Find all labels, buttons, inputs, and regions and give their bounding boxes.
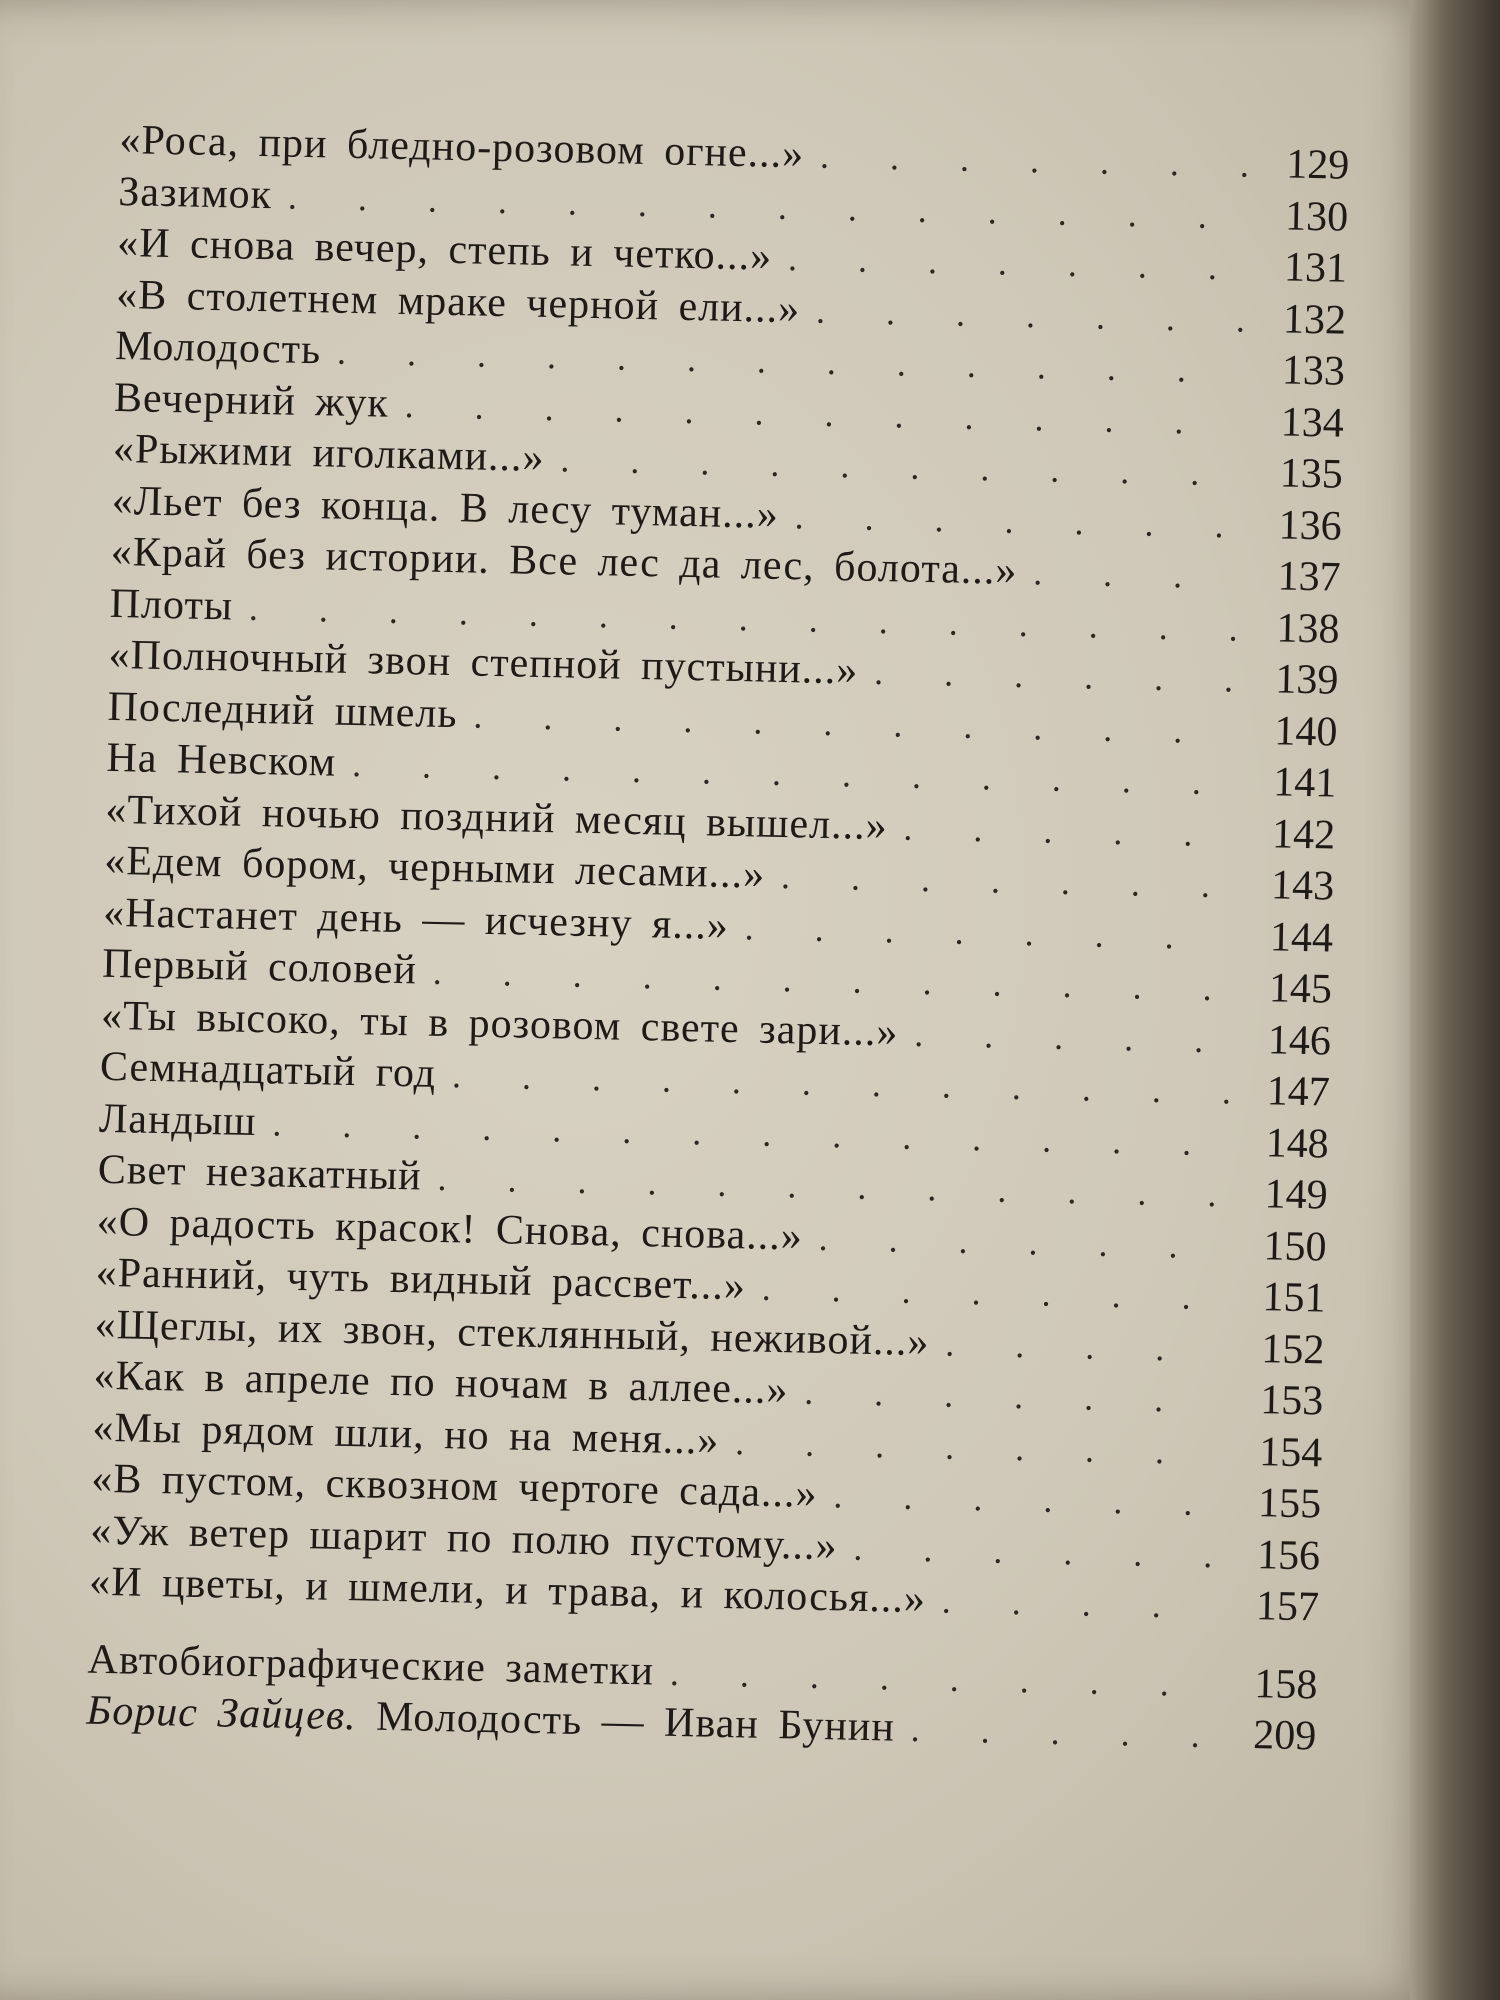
- dot-leader: [914, 1008, 1234, 1066]
- toc-entry-title: Свет незакатный: [97, 1146, 423, 1200]
- toc-entry-page: 135: [1279, 450, 1344, 498]
- toc-entry-title: «Край без истории. Все лес да лес, болота...»: [110, 528, 1018, 594]
- toc-entry-page: 155: [1257, 1480, 1322, 1528]
- toc-entry-page: 152: [1260, 1325, 1325, 1373]
- dot-leader: [941, 1576, 1221, 1633]
- toc-entry-title: «Ты высоко, ты в розовом свете зари...»: [100, 992, 899, 1055]
- toc-entry-title: «Ранний, чуть видный рассвет...»: [95, 1249, 747, 1310]
- dot-leader: [816, 285, 1249, 346]
- toc-entry-page: 140: [1273, 707, 1338, 756]
- toc-entry-page: 134: [1280, 398, 1345, 447]
- toc-entry-page: 153: [1259, 1377, 1324, 1425]
- dot-leader: [874, 647, 1241, 706]
- dot-leader: [820, 131, 1252, 192]
- toc-entry-page: 130: [1284, 192, 1349, 241]
- toc-entry-page: 143: [1270, 862, 1335, 910]
- toc-entry-title: «И снова вечер, степь и четко...»: [116, 219, 773, 280]
- toc-entry-page: 156: [1256, 1531, 1321, 1579]
- toc-entry-page: 145: [1268, 965, 1333, 1013]
- toc-entry-title: «Едем бором, черными лесами...»: [103, 837, 766, 898]
- author-name: Борис Зайцев.: [86, 1687, 358, 1740]
- toc-entry-page: 133: [1281, 347, 1346, 395]
- dot-leader: [853, 1522, 1223, 1581]
- book-spine-shadow: [1410, 0, 1500, 2000]
- toc-entry-title: Семнадцатый год: [99, 1043, 437, 1097]
- toc-entry-page: 209: [1252, 1712, 1317, 1760]
- toc-entry-page: 129: [1285, 141, 1350, 189]
- toc-entry-title: На Невском: [106, 734, 337, 786]
- toc-entry-page: 154: [1258, 1428, 1323, 1476]
- dot-leader: [910, 1704, 1219, 1762]
- dot-leader: [945, 1318, 1227, 1375]
- toc-entry-page: 138: [1276, 604, 1340, 653]
- toc-entry-title: «Как в апреле по ночам в аллее...»: [93, 1352, 789, 1414]
- toc-entry-page: 149: [1264, 1171, 1329, 1219]
- toc-entry-title: «Рыжими иголками...»: [112, 425, 546, 481]
- essay-title: Молодость — Иван Бунин: [375, 1693, 896, 1751]
- toc-entry-title: «В столетнем мраке черной ели...»: [115, 271, 801, 332]
- dot-leader: [818, 1212, 1229, 1272]
- toc-entry-title: Плоты: [109, 580, 234, 629]
- toc-entry-title: «Настанет день — исчезну я...»: [102, 889, 730, 949]
- toc-entry-page: 132: [1282, 295, 1347, 344]
- toc-entry-page: 141: [1272, 759, 1337, 807]
- toc-entry-title: Первый соловей: [101, 940, 418, 994]
- toc-entry-title: «Роса, при бледно-розовом огне...»: [118, 116, 805, 178]
- dot-leader: [903, 802, 1238, 860]
- toc-entry-title: Вечерний жук: [113, 374, 390, 427]
- toc-entry-page: 137: [1277, 553, 1342, 601]
- toc-entry-page: 136: [1278, 501, 1343, 550]
- toc-entry-title: «Льет без конца. В лесу туман...»: [111, 477, 780, 538]
- toc-entry-page: 148: [1265, 1119, 1330, 1168]
- toc-entry-title: «Щеглы, их звон, стеклянный, неживой...»: [94, 1301, 930, 1365]
- dot-leader: [804, 1367, 1226, 1427]
- toc-entry-page: 157: [1255, 1583, 1320, 1631]
- toc-entry-title: «В пустом, сквозном чертоге сада...»: [90, 1455, 819, 1517]
- toc-entry-title: Ландыш: [98, 1095, 257, 1145]
- toc-entry-title: «Тихой ночью поздний месяц вышел...»: [104, 786, 889, 849]
- toc-entry-title: «Полночный звон степной пустыни...»: [108, 631, 859, 694]
- toc-entry-page: 131: [1283, 244, 1348, 292]
- dot-leader: [781, 851, 1237, 912]
- toc-entry-title: «И цветы, и шмели, и трава, и колосья...»: [88, 1558, 927, 1623]
- toc-entry-title: Молодость: [114, 322, 322, 374]
- toc-entry-page: 147: [1266, 1068, 1331, 1116]
- table-of-contents: [86, 115, 1350, 1763]
- toc-entry-page: 144: [1269, 913, 1334, 962]
- toc-entry-title: «Мы рядом шли, но на меня...»: [92, 1404, 720, 1464]
- toc-entry-page: 150: [1263, 1222, 1328, 1271]
- toc-entry-title: Автобиографические заметки: [87, 1636, 655, 1695]
- toc-entry-page: 139: [1274, 656, 1339, 704]
- toc-entry-title: Зазимок: [117, 168, 273, 218]
- toc-entry-page: 158: [1253, 1660, 1318, 1708]
- toc-entry-page: 151: [1262, 1274, 1326, 1322]
- toc-entry-page: 142: [1271, 810, 1336, 859]
- dot-leader: [1033, 547, 1243, 603]
- toc-entry-title: Последний шмель: [107, 683, 459, 737]
- dot-leader: [833, 1470, 1224, 1530]
- toc-entry-page: 146: [1267, 1016, 1332, 1065]
- toc-entry-title: «О радость красок! Снова, снова...»: [96, 1198, 804, 1260]
- toc-entry-title: «Уж ветер шарит по полю пустому...»: [89, 1507, 839, 1569]
